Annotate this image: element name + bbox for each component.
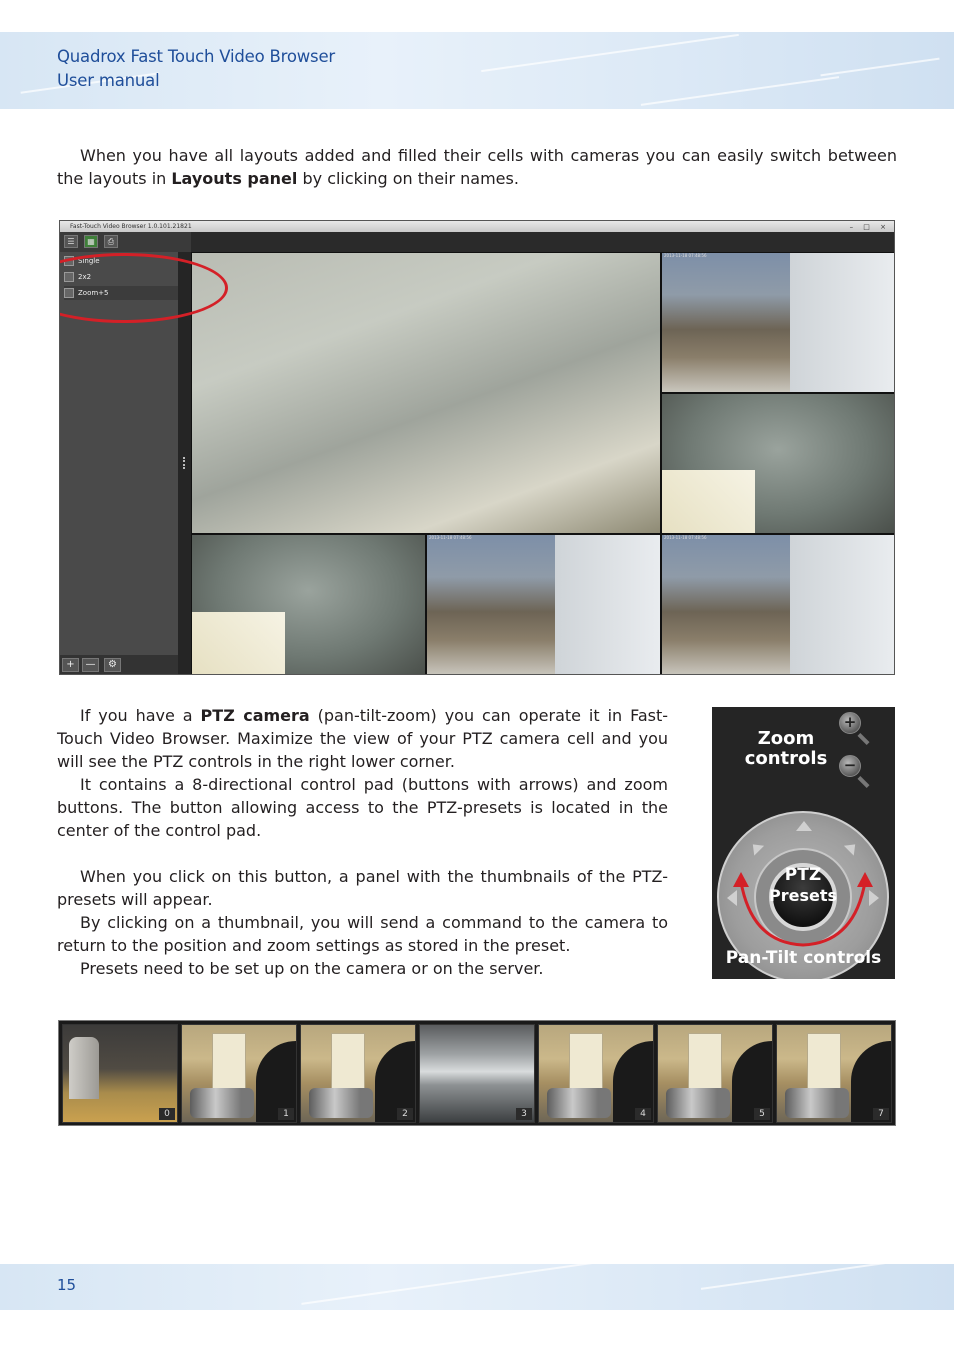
- ptz-paragraph: If you have a PTZ camera (pan-tilt-zoom) you can operate it in Fast-Touch Video Browser. Maximize the view of your PTZ camera cell and you will see the PTZ controls in the right lower corner. It contains a 8-directional control pad (buttons with arrows) and zoom buttons. The button allowing access to the PTZ-presets is located in the center of the control pad. When you click on this button, a panel with the thumbnails of the PTZ-presets will appear. By clicking on a thumbnail, you will send a command to the camera to return to the position and zoom settings as stored in the preset. Presets need to be set up on the camera or on the server.: [57, 706, 669, 978]
- print-tool-icon[interactable]: ⎙: [104, 235, 118, 248]
- pan-arrow-icon: [712, 707, 895, 979]
- window-title: Fast-Touch Video Browser 1.0.101.21821: [70, 223, 192, 230]
- camera-cell-main[interactable]: [191, 252, 661, 534]
- grid-tool-icon[interactable]: ▦: [84, 235, 98, 248]
- ptz-camera-term: PTZ camera: [200, 706, 310, 725]
- camera-cell[interactable]: 2013-11-18 07:48:56: [426, 534, 661, 675]
- ptz-presets-label: PTZ Presets: [768, 865, 837, 905]
- camera-cell[interactable]: [661, 393, 895, 534]
- preset-thumbnail[interactable]: 7: [776, 1024, 892, 1123]
- add-layout-button[interactable]: +: [62, 658, 79, 672]
- document-subtitle: User manual: [57, 71, 160, 90]
- gear-icon[interactable]: ⚙: [104, 658, 121, 672]
- app-toolbar: [60, 232, 191, 252]
- window-titlebar: [60, 221, 894, 232]
- ptz-controls-image: [712, 707, 895, 979]
- window-controls: – □ ×: [849, 223, 890, 231]
- camera-cell[interactable]: 2013-11-18 07:48:56: [661, 534, 895, 675]
- remove-layout-button[interactable]: —: [82, 658, 99, 672]
- pan-tilt-label: Pan-Tilt controls: [725, 948, 882, 968]
- zoom-controls-label: Zoom controls: [744, 728, 828, 769]
- zoom-in-icon[interactable]: +: [839, 712, 861, 734]
- layout-item-single[interactable]: Single: [64, 254, 178, 268]
- preset-thumbnail[interactable]: 4: [538, 1024, 654, 1123]
- preset-thumbnail[interactable]: 3: [419, 1024, 535, 1123]
- layouts-panel-term: Layouts panel: [171, 169, 298, 188]
- camera-cell[interactable]: [191, 534, 426, 675]
- layout-item-zoom5[interactable]: Zoom+5: [64, 286, 178, 300]
- layout-tool-icon[interactable]: ☰: [64, 235, 78, 248]
- preset-thumbnail[interactable]: 2: [300, 1024, 416, 1123]
- page-number: 15: [57, 1276, 77, 1294]
- intro-paragraph: When you have all layouts added and filled their cells with cameras you can easily switch between the layouts in Layouts panel by clicking on their names.: [57, 146, 897, 188]
- preset-thumbnail[interactable]: 0: [62, 1024, 178, 1123]
- footer-band: [0, 1264, 954, 1310]
- zoom-out-icon[interactable]: −: [839, 755, 861, 777]
- camera-cell[interactable]: 2013-11-18 07:48:56: [661, 252, 895, 393]
- layouts-panel-toolbar: [60, 655, 178, 675]
- preset-thumbnails-panel: [58, 1020, 896, 1126]
- app-screenshot: [59, 220, 895, 675]
- preset-thumbnail[interactable]: 1: [181, 1024, 297, 1123]
- layout-item-2x2[interactable]: 2x2: [64, 270, 178, 284]
- preset-thumbnail[interactable]: 5: [657, 1024, 773, 1123]
- document-title: Quadrox Fast Touch Video Browser: [57, 47, 335, 66]
